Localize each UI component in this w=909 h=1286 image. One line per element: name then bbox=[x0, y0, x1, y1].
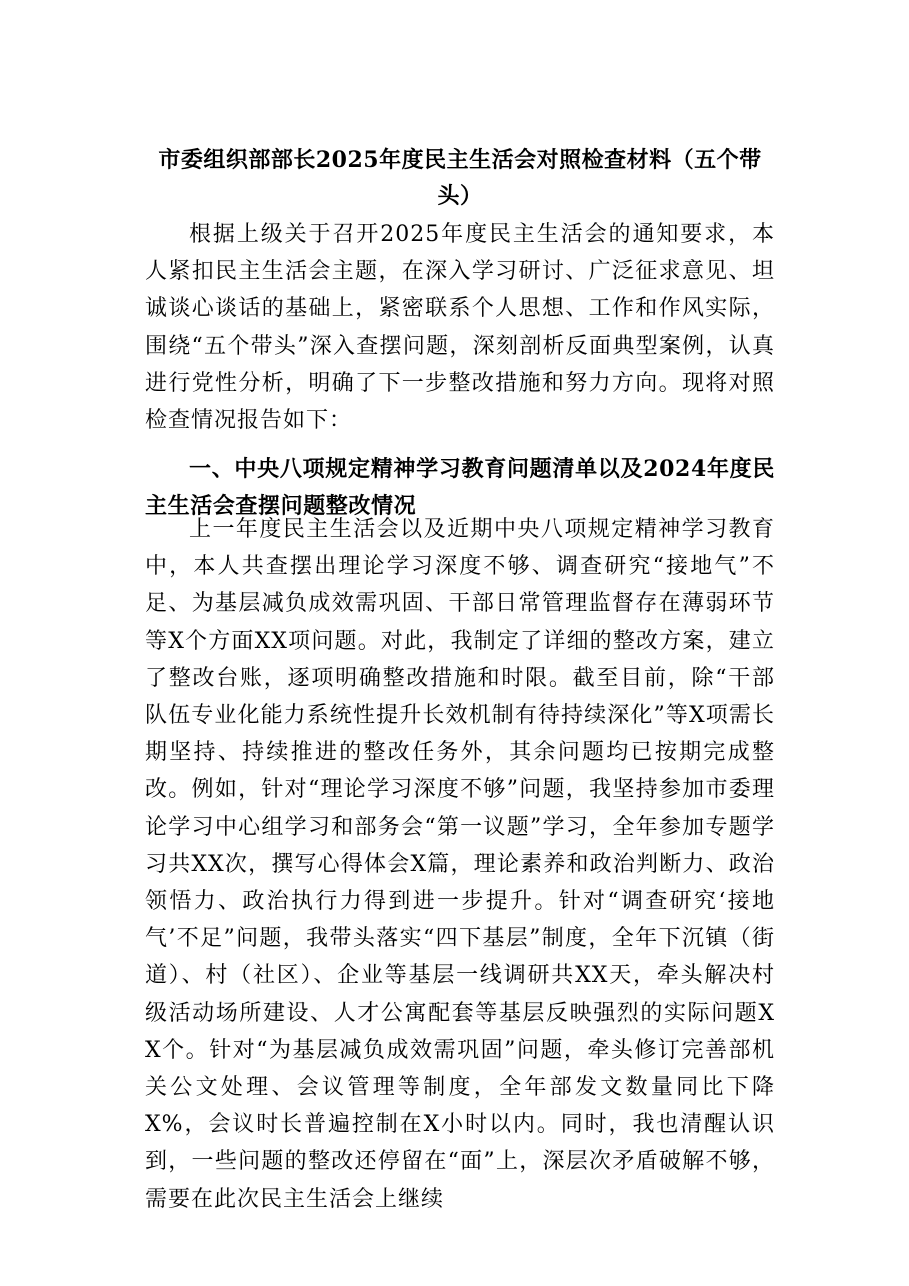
intro-paragraph: 根据上级关于召开2025年度民主生活会的通知要求，本人紧扣民主生活会主题，在深入学习研讨、广泛征求意见、坦诚谈心谈话的基础上，紧密联系个人思想、工作和作风实际，围绕“五个带头”深入查摆问题，深刻剖析反面典型案例，认真进行党性分析，明确了下一步整改措施和努力方向。现将对照检查情况报告如下： bbox=[145, 222, 775, 434]
document-title: 市委组织部部长2025年度民主生活会对照检查材料（五个带头） bbox=[158, 147, 762, 209]
section-paragraph: 上一年度民主生活会以及近期中央八项规定精神学习教育中，本人共查摆出理论学习深度不够、调查研究“接地气”不足、为基层减负成效需巩固、干部日常管理监督存在薄弱环节等X个方面XX项问题。对此，我制定了详细的整改方案，建立了整改台账，逐项明确整改措施和时限。截至目前，除“干部队伍专业化能力系统性提升长效机制有待持续深化”等X项需长期坚持、持续推进的整改任务外，其余问题均已按期完成整改。例如，针对“理论学习深度不够”问题，我坚持参加市委理论学习中心组学习和部务会“第一议题”学习，全年参加专题学习共XX次，撰写心得体会X篇，理论素养和政治判断力、政治领悟力、政治执行力得到进一步提升。针对“调查研究‘接地气’不足”问题，我带头落实“四下基层”制度，全年下沉镇（街道）、村（社区）、企业等基层一线调研共XX天，牵头解决村级活动场所建设、人才公寓配套等基层反映强烈的实际问题XX个。针对“为基层减负成效需巩固”问题，牵头修订完善部机关公文处理、会议管理等制度，全年部发文数量同比下降X%，会议时长普遍控制在X小时以内。同时，我也清醒认识到，一些问题的整改还停留在“面”上，深层次矛盾破解不够，需要在此次民主生活会上继续 bbox=[145, 517, 775, 1212]
section-heading: 一、中央八项规定精神学习教育问题清单以及2024年度民主生活会查摆问题整改情况 bbox=[145, 456, 775, 520]
